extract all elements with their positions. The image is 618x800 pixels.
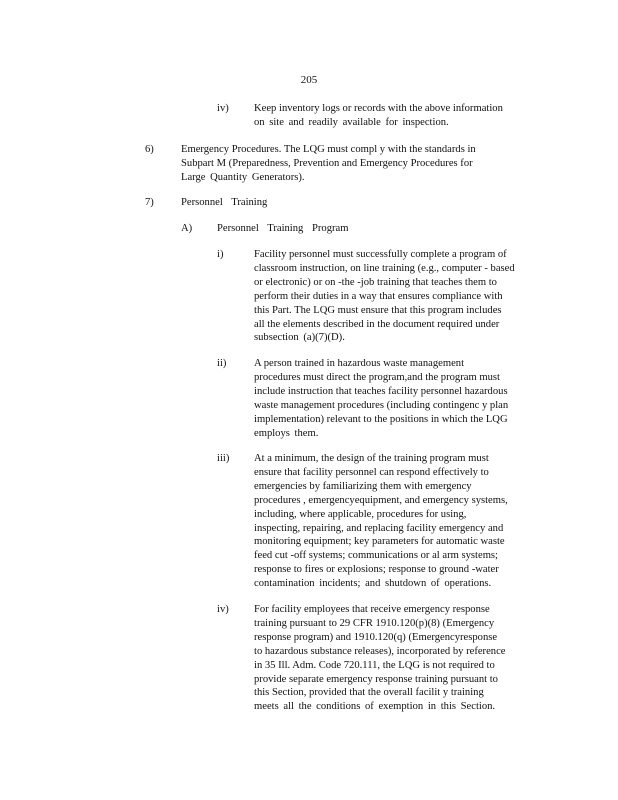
text-line: emergencies by familiarizing them with emergency [254, 480, 472, 492]
text-line: this Section, provided that the overall facilit y training [254, 687, 484, 699]
text-line: A person trained in hazardous waste management [254, 358, 465, 369]
text-line: contamination incidents; and shutdown of operations. [254, 578, 492, 590]
subitem-ii-text [254, 357, 540, 440]
item-iv-label: iv) [217, 103, 229, 114]
text-line: classroom instruction, on line training (e.g., computer - based [254, 262, 515, 274]
text-line: waste management procedures (including contingenc y plan [254, 399, 509, 411]
subitem-ii-label: ii) [217, 358, 227, 369]
subitem-iii-text [254, 452, 540, 591]
subitem-iv-text [254, 603, 540, 714]
subitem-i-text [254, 248, 540, 345]
text-line: include instruction that teaches facility personnel hazardous [254, 385, 508, 397]
text-line: in 35 Ill. Adm. Code 720.111, the LQG is not required to [254, 659, 495, 671]
text-line: including, where applicable, procedures for using, [254, 508, 467, 520]
text-line: At a minimum, the design of the training program must [254, 453, 489, 464]
item-iv-text [254, 102, 528, 130]
text-line: provide separate emergency response training pursuant to [254, 673, 498, 685]
text-line: Emergency Procedures. The LQG must compl y with the standards in [181, 144, 476, 155]
text-line: procedures , emergencyequipment, and emergency systems, [254, 494, 508, 506]
text-line: response program) and 1910.120(q) (Emergencyresponse [254, 631, 498, 643]
text-line: procedures must direct the program,and the program must [254, 371, 500, 383]
text-line: Subpart M (Preparedness, Prevention and Emergency Procedures for [181, 157, 473, 169]
text-line: this Part. The LQG must ensure that this program includes [254, 304, 502, 316]
text-line: employs them. [254, 427, 319, 439]
text-line: Keep inventory logs or records with the above information [254, 103, 503, 114]
item-7-title: Personnel Training [181, 197, 268, 208]
text-line: response to fires or explosions; response to ground -water [254, 564, 499, 576]
text-line: or electronic) or on -the -job training that teaches them to [254, 276, 497, 288]
text-line: ensure that facility personnel can respond effectively to [254, 466, 489, 478]
text-line: feed cut -off systems; communications or al arm systems; [254, 550, 498, 562]
text-line: monitoring equipment; key parameters for automatic waste [254, 536, 505, 548]
text-line: training pursuant to 29 CFR 1910.120(p)(8) (Emergency [254, 617, 495, 629]
page-number: 205 [300, 74, 318, 86]
text-line: implementation) relevant to the positions in which the LQG [254, 413, 508, 425]
text-line: on site and readily available for inspection. [254, 116, 449, 128]
text-line: all the elements described in the document required under [254, 318, 500, 330]
item-7-label: 7) [145, 197, 154, 208]
subitem-i-label: i) [217, 249, 224, 260]
subitem-iii-label: iii) [217, 453, 230, 464]
text-line: For facility employees that receive emergency response [254, 604, 490, 615]
text-line: Large Quantity Generators). [181, 171, 305, 183]
subitem-iv-label: iv) [217, 604, 229, 615]
text-line: meets all the conditions of exemption in this Section. [254, 701, 496, 713]
text-line: subsection (a)(7)(D). [254, 332, 345, 344]
text-line: to hazardous substance releases), incorporated by reference [254, 645, 506, 657]
text-line: inspecting, repairing, and replacing facility emergency and [254, 522, 504, 534]
text-line: perform their duties in a way that ensures compliance with [254, 290, 503, 302]
text-line: Facility personnel must successfully complete a program of [254, 249, 507, 260]
item-7A-label: A) [181, 223, 193, 234]
item-7A-title: Personnel Training Program [217, 223, 349, 234]
item-6-text [181, 143, 517, 185]
item-6-label: 6) [145, 144, 154, 155]
